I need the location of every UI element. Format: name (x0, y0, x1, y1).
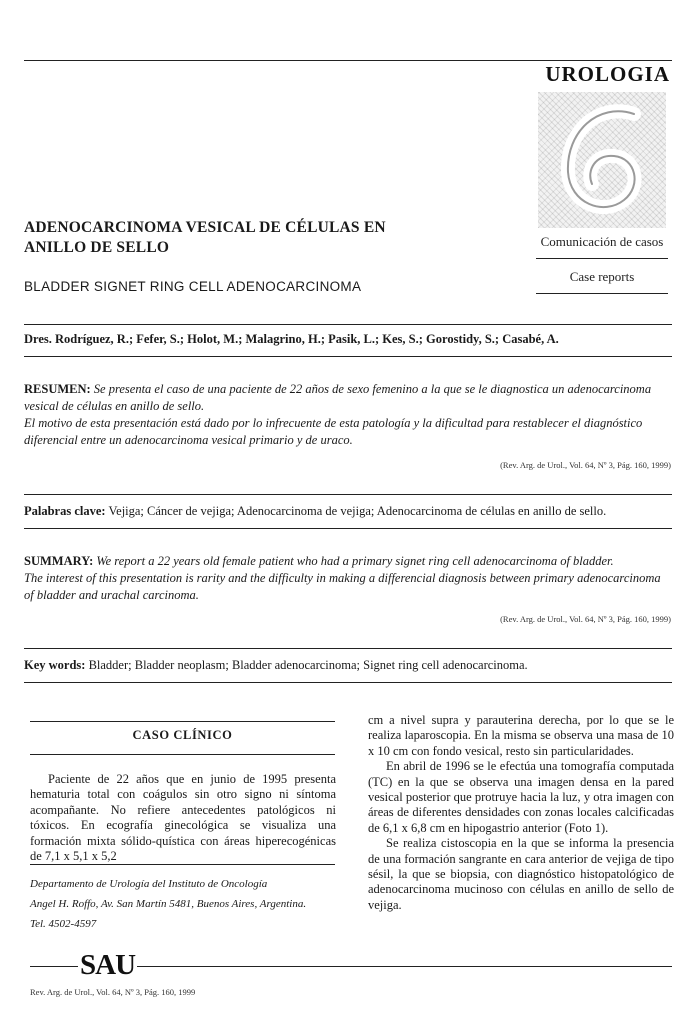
affiliation-line1: Departamento de Urología del Instituto de Oncología (30, 878, 268, 890)
palabras-clave (24, 504, 672, 519)
affiliation (30, 874, 340, 934)
resumen-citation: (Rev. Arg. de Urol., Vol. 64, Nº 3, Pág. 160, 1999) (500, 460, 671, 470)
case-paragraph-3: En abril de 1996 se le efectúa una tomografía computada (TC) en la que se observa una imagen densa en la pared vesical posterior que protruye hacia la luz, y otra imagen con áreas de diferentes densidades con zonas locales calcificadas de 6,1 x 6,8 cm en hipogastrio anterior (Foto 1). (368, 759, 674, 835)
summary-block (24, 553, 672, 604)
resumen-text1: Se presenta el caso de una paciente de 22 años de sexo femenino a la que se le diagnostica un adenocarcinoma vesical de células en anillo de sello. (24, 382, 652, 413)
authors-bottom-rule (24, 356, 672, 357)
summary-text1: We report a 22 years old female patient who had a primary signet ring cell adenocarcinoma of bladder. (96, 554, 614, 568)
case-heading-top-rule (30, 721, 335, 722)
summary-label: SUMMARY: (24, 554, 94, 568)
palabras-clave-text: Vejiga; Cáncer de vejiga; Adenocarcinoma de vejiga; Adenocarcinoma de células en anillo de sello. (108, 504, 607, 518)
article-title-en: BLADDER SIGNET RING CELL ADENOCARCINOMA (24, 279, 362, 294)
resumen-block (24, 381, 672, 449)
case-paragraph-1: Paciente de 22 años que en junio de 1995 presenta hematuria total con coágulos sin otro signo ni síntoma acompañante. No refiere antecedentes patológicos ni tóxicos. En ecografía ginecológica se visualiza una formación mixta sólido-quística con áreas hiperecogénicas de 7,1 x 5,1 x 5,2 (30, 772, 336, 864)
case-heading-bottom-rule (30, 754, 335, 755)
case-heading: CASO CLÍNICO (132, 728, 233, 742)
left-column (30, 772, 336, 864)
section-label-en: Case reports (569, 269, 635, 284)
case-paragraph-4: Se realiza cistoscopia en la que se informa la presencia de una formación sangrante en cara anterior de vejiga de tipo sésil, la que se biopsia, con diagnóstico histopatológico de adenocarcinoma mucinoso con células en anillo de sello de vejiga. (368, 836, 674, 912)
section-label-es: Comunicación de casos (540, 234, 664, 249)
palabras-clave-label: Palabras clave: (24, 504, 106, 518)
affiliation-rule (30, 864, 335, 865)
palabras-clave-rule (24, 528, 672, 529)
resumen-text2: El motivo de esta presentación está dado por lo infrecuente de esta patología y la dificultad para restablecer el diagnóstico diferencial entre un adenocarcinoma vesical primario y de uraco. (24, 416, 643, 447)
footer-citation: Rev. Arg. de Urol., Vol. 64, Nº 3, Pág. 160, 1999 (30, 987, 196, 997)
key-words-label: Key words: (24, 658, 86, 672)
summary-rule (24, 648, 672, 649)
journal-name: UROLOGIA (545, 62, 670, 86)
authors-top-rule (24, 324, 672, 325)
journal-logo-icon (538, 92, 666, 228)
logo-swirl-icon (538, 92, 666, 228)
section-divider (536, 258, 668, 259)
title-es-line2: ANILLO DE SELLO (24, 239, 170, 256)
resumen-label: RESUMEN: (24, 382, 91, 396)
case-paragraph-2: cm a nivel supra y parauterina derecha, por lo que se le realiza laparoscopia. En la misma se observa una masa de 10 x 10 cm con fondo vesical, resto sin particularidades. (368, 713, 674, 758)
article-title-es (24, 218, 464, 258)
summary-citation: (Rev. Arg. de Urol., Vol. 64, Nº 3, Pág. 160, 1999) (500, 614, 671, 624)
sau-logo: SAU (80, 949, 136, 981)
top-rule (24, 60, 672, 61)
authors: Dres. Rodríguez, R.; Fefer, S.; Holot, M.; Malagrino, H.; Pasik, L.; Kes, S.; Gorostidy, S.; Casabé, A. (24, 332, 559, 346)
summary-text2: The interest of this presentation is rarity and the difficulty in making a differencial diagnosis between primary adenocarcinoma of bladder and urachal carcinoma. (24, 571, 661, 602)
title-es-line1: ADENOCARCINOMA VESICAL DE CÉLULAS EN (24, 219, 386, 236)
affiliation-line2: Angel H. Roffo, Av. San Martín 5481, Buenos Aires, Argentina. (30, 898, 307, 910)
key-words-text: Bladder; Bladder neoplasm; Bladder adenocarcinoma; Signet ring cell adenocarcinoma. (88, 658, 528, 672)
right-column (368, 713, 674, 913)
resumen-rule (24, 494, 672, 495)
key-words-rule (24, 682, 672, 683)
key-words (24, 658, 672, 673)
affiliation-line3: Tel. 4502-4597 (30, 918, 97, 930)
section-bottom-rule (536, 293, 668, 294)
